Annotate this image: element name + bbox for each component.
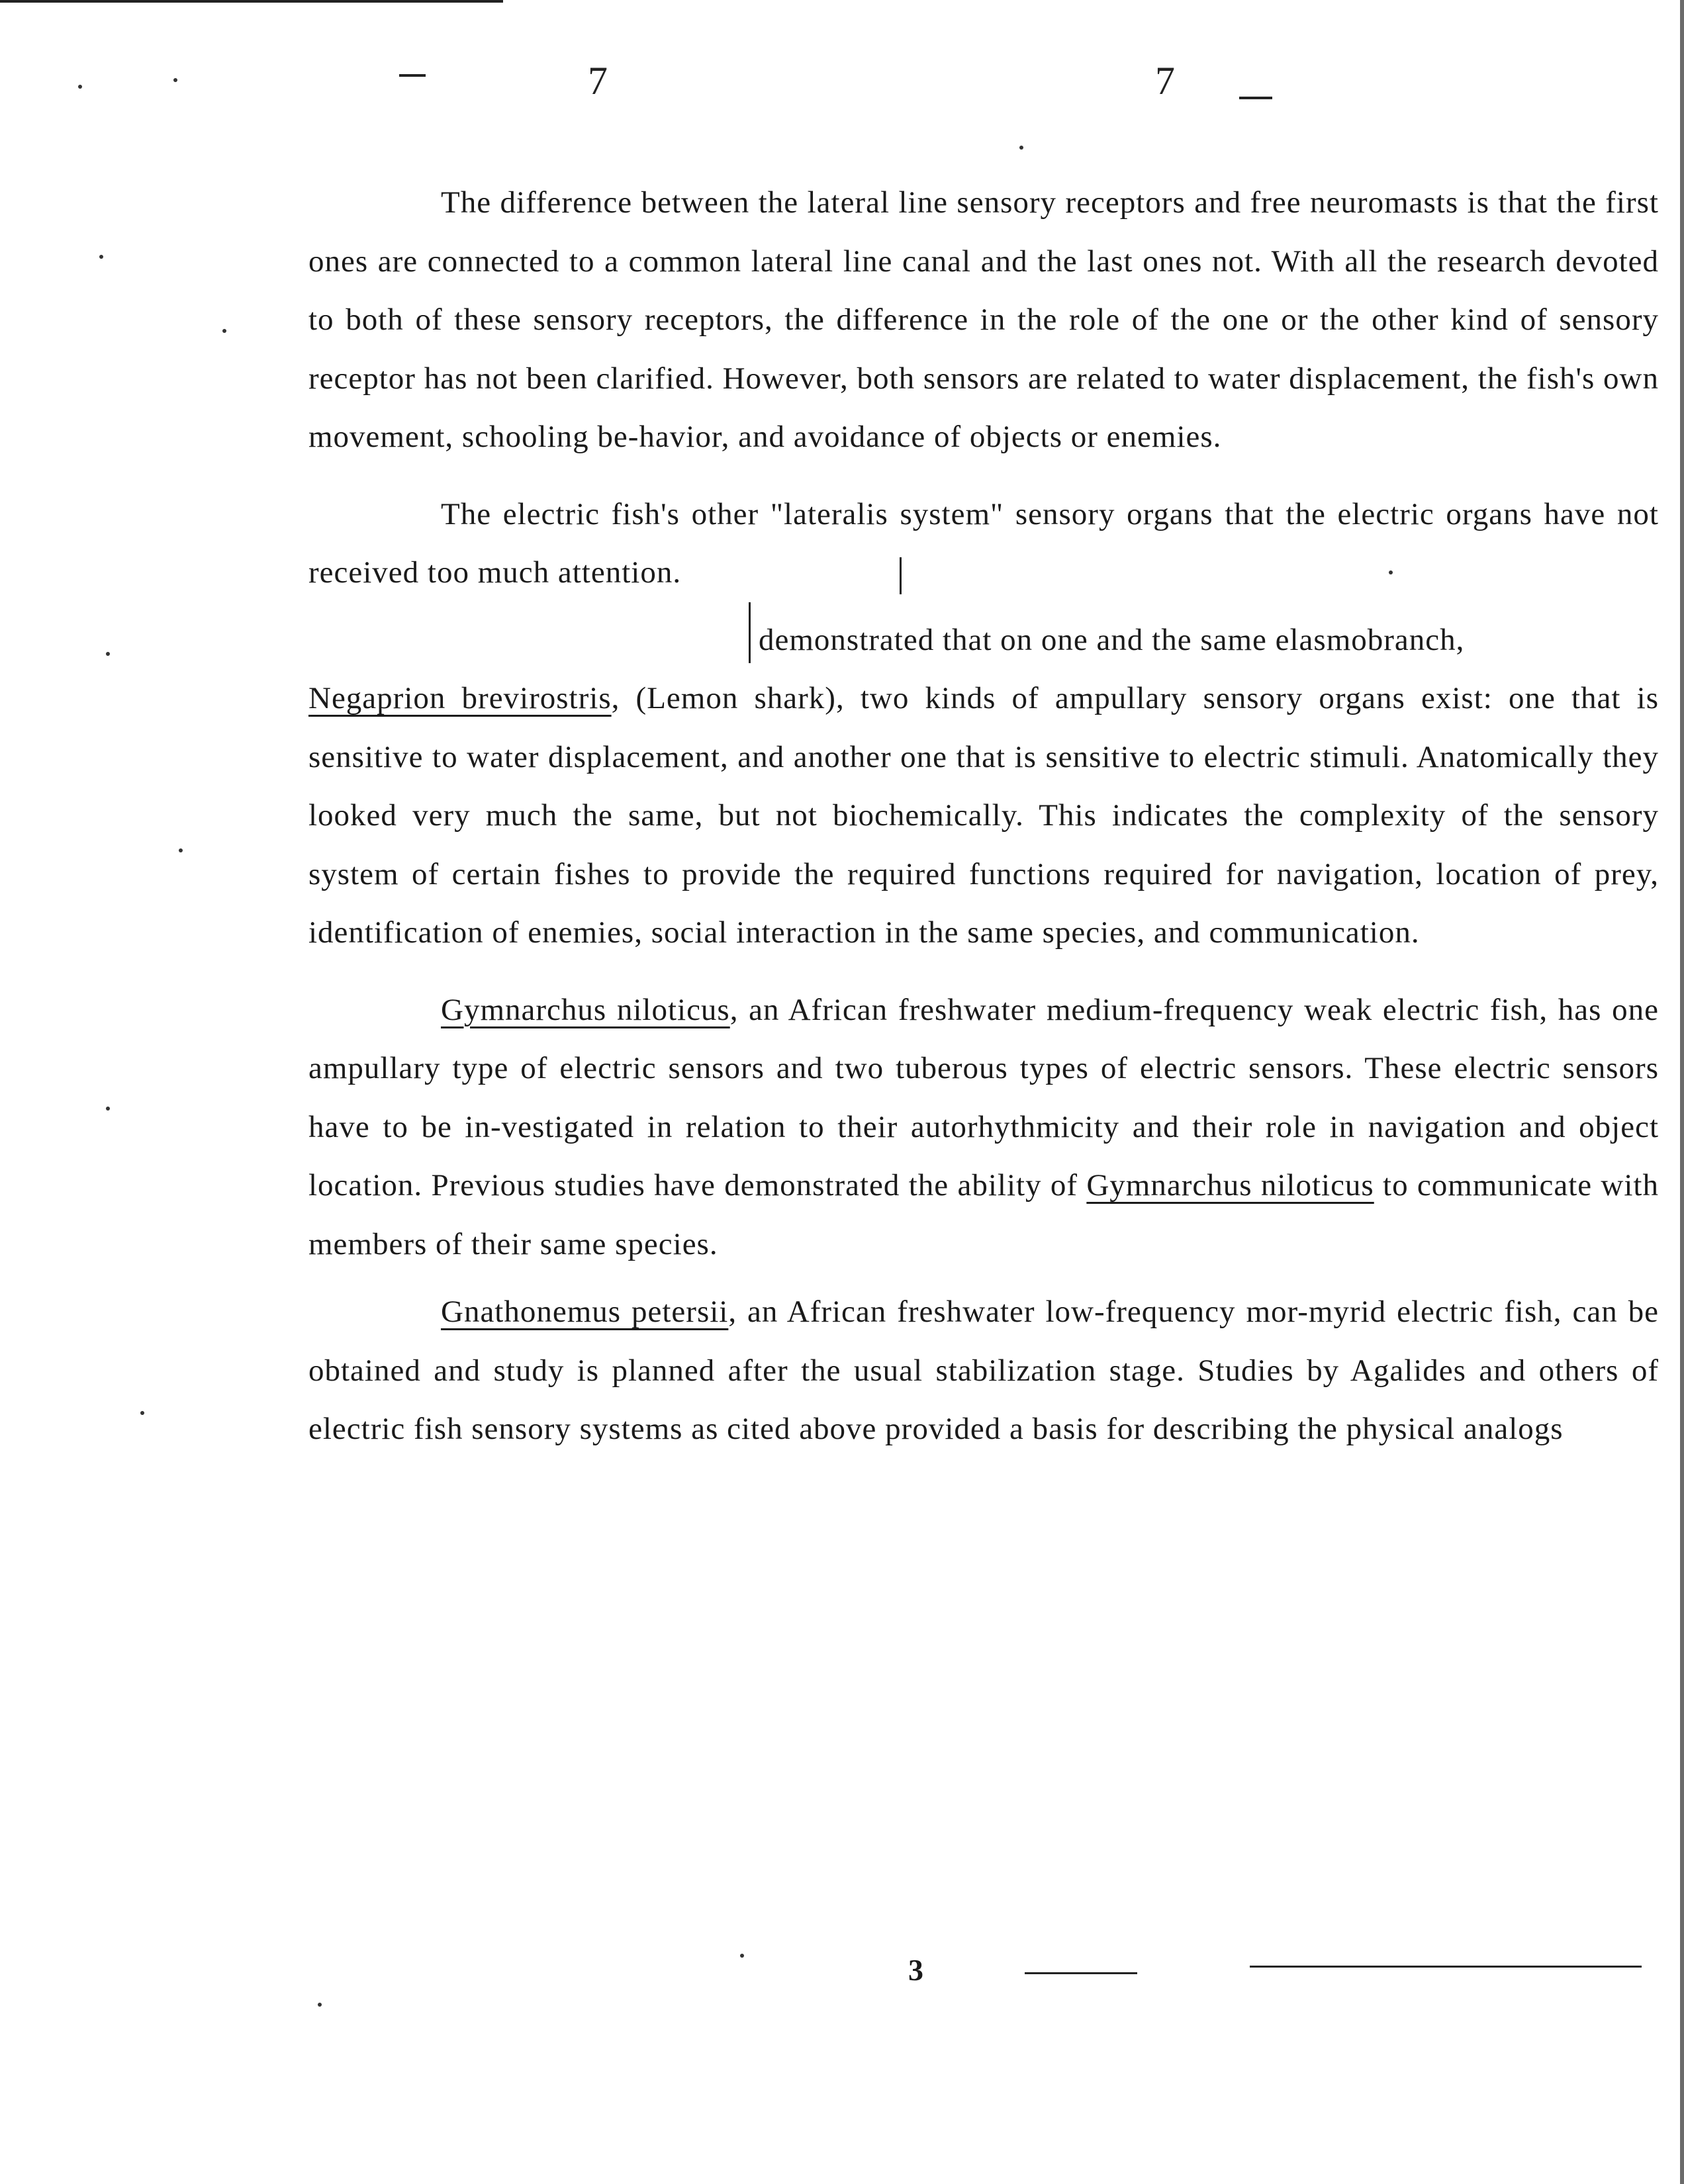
paragraph-text: demonstrated that on one and the same elasmobranch,	[759, 622, 1465, 657]
scan-top-edge-rule	[0, 0, 503, 3]
scan-speck	[740, 1954, 744, 1958]
redaction-bracket-end	[900, 557, 902, 594]
species-name: Negaprion brevirostris	[308, 681, 612, 715]
scan-right-edge-rule	[1680, 0, 1684, 2184]
paragraph-text: , an African freshwater low-frequency mor-myrid electric fish, can be obtained and study is planned after the usual stabilization stage. Studies by Agalides and others of electric fish sensory systems as cited above provided a basis for describing the physical analogs	[308, 1295, 1659, 1446]
species-name: Gymnarchus niloticus	[1086, 1168, 1374, 1203]
scan-speck	[106, 652, 110, 656]
scan-speck	[140, 1411, 144, 1415]
scan-speck	[106, 1107, 110, 1111]
paragraph-text: , (Lemon shark), two kinds of ampullary sensory organs exist: one that is sensitive to water displacement, and another one that is sensitive to electric stimuli. Anatomically they looked very much the same, but not biochemically. This indicates the complexity of the sensory system of certain fishes to provide the required functions required for navigation, location of prey, identification of enemies, social interaction in the same species, and communication.	[308, 681, 1659, 950]
scan-speck	[222, 329, 226, 333]
paragraph-text: The electric fish's other "lateralis system" sensory organs that the electric organs have not received too much attention.	[308, 496, 1659, 590]
header-dash-left	[399, 74, 426, 77]
paragraph-gymnarchus	[308, 981, 1659, 1274]
paragraph-lateralis-system	[308, 485, 1659, 962]
paragraph-gnathonemus	[308, 1283, 1659, 1459]
redaction-bracket-start	[749, 602, 751, 663]
scan-speck	[99, 255, 103, 259]
document-body	[308, 173, 1659, 1459]
redacted-citation-line	[308, 602, 1659, 670]
species-name: Gnathonemus petersii	[441, 1295, 729, 1329]
footer-dash-long	[1250, 1966, 1642, 1968]
header-mark-right: 7	[1155, 59, 1175, 103]
footer-dash-short	[1025, 1972, 1137, 1974]
scan-speck	[173, 78, 177, 82]
scan-speck	[318, 2003, 322, 2007]
paragraph-lateral-line	[308, 173, 1659, 467]
paragraph-text: , an African freshwater medium-frequency weak electric fish, has one ampullary type of electric sensors and two tuberous types of electric sensors. These electric sensors have to be in-vestigated in relation to their autorhythmicity and their role in navigation and object location. Previous studies have demonstrated the ability of	[308, 992, 1659, 1203]
header-dash-right	[1239, 97, 1272, 99]
paragraph-text: to communicate with members of their same species.	[308, 1168, 1659, 1261]
scan-speck	[78, 85, 82, 89]
scan-speck	[1019, 146, 1023, 150]
species-name: Gymnarchus niloticus	[441, 992, 730, 1027]
paragraph-text: The difference between the lateral line sensory receptors and free neuromasts is that the first ones are connected to a common lateral line canal and the last ones not. With all the research devoted to both of these sensory receptors, the difference in the role of the one or the other kind of sensory receptor has not been clarified. However, both sensors are related to water displacement, the fish's own movement, schooling be-havior, and avoidance of objects or enemies.	[308, 185, 1659, 454]
scan-speck	[179, 848, 183, 852]
header-mark-left: 7	[588, 59, 608, 103]
page-number: 3	[908, 1953, 923, 1987]
